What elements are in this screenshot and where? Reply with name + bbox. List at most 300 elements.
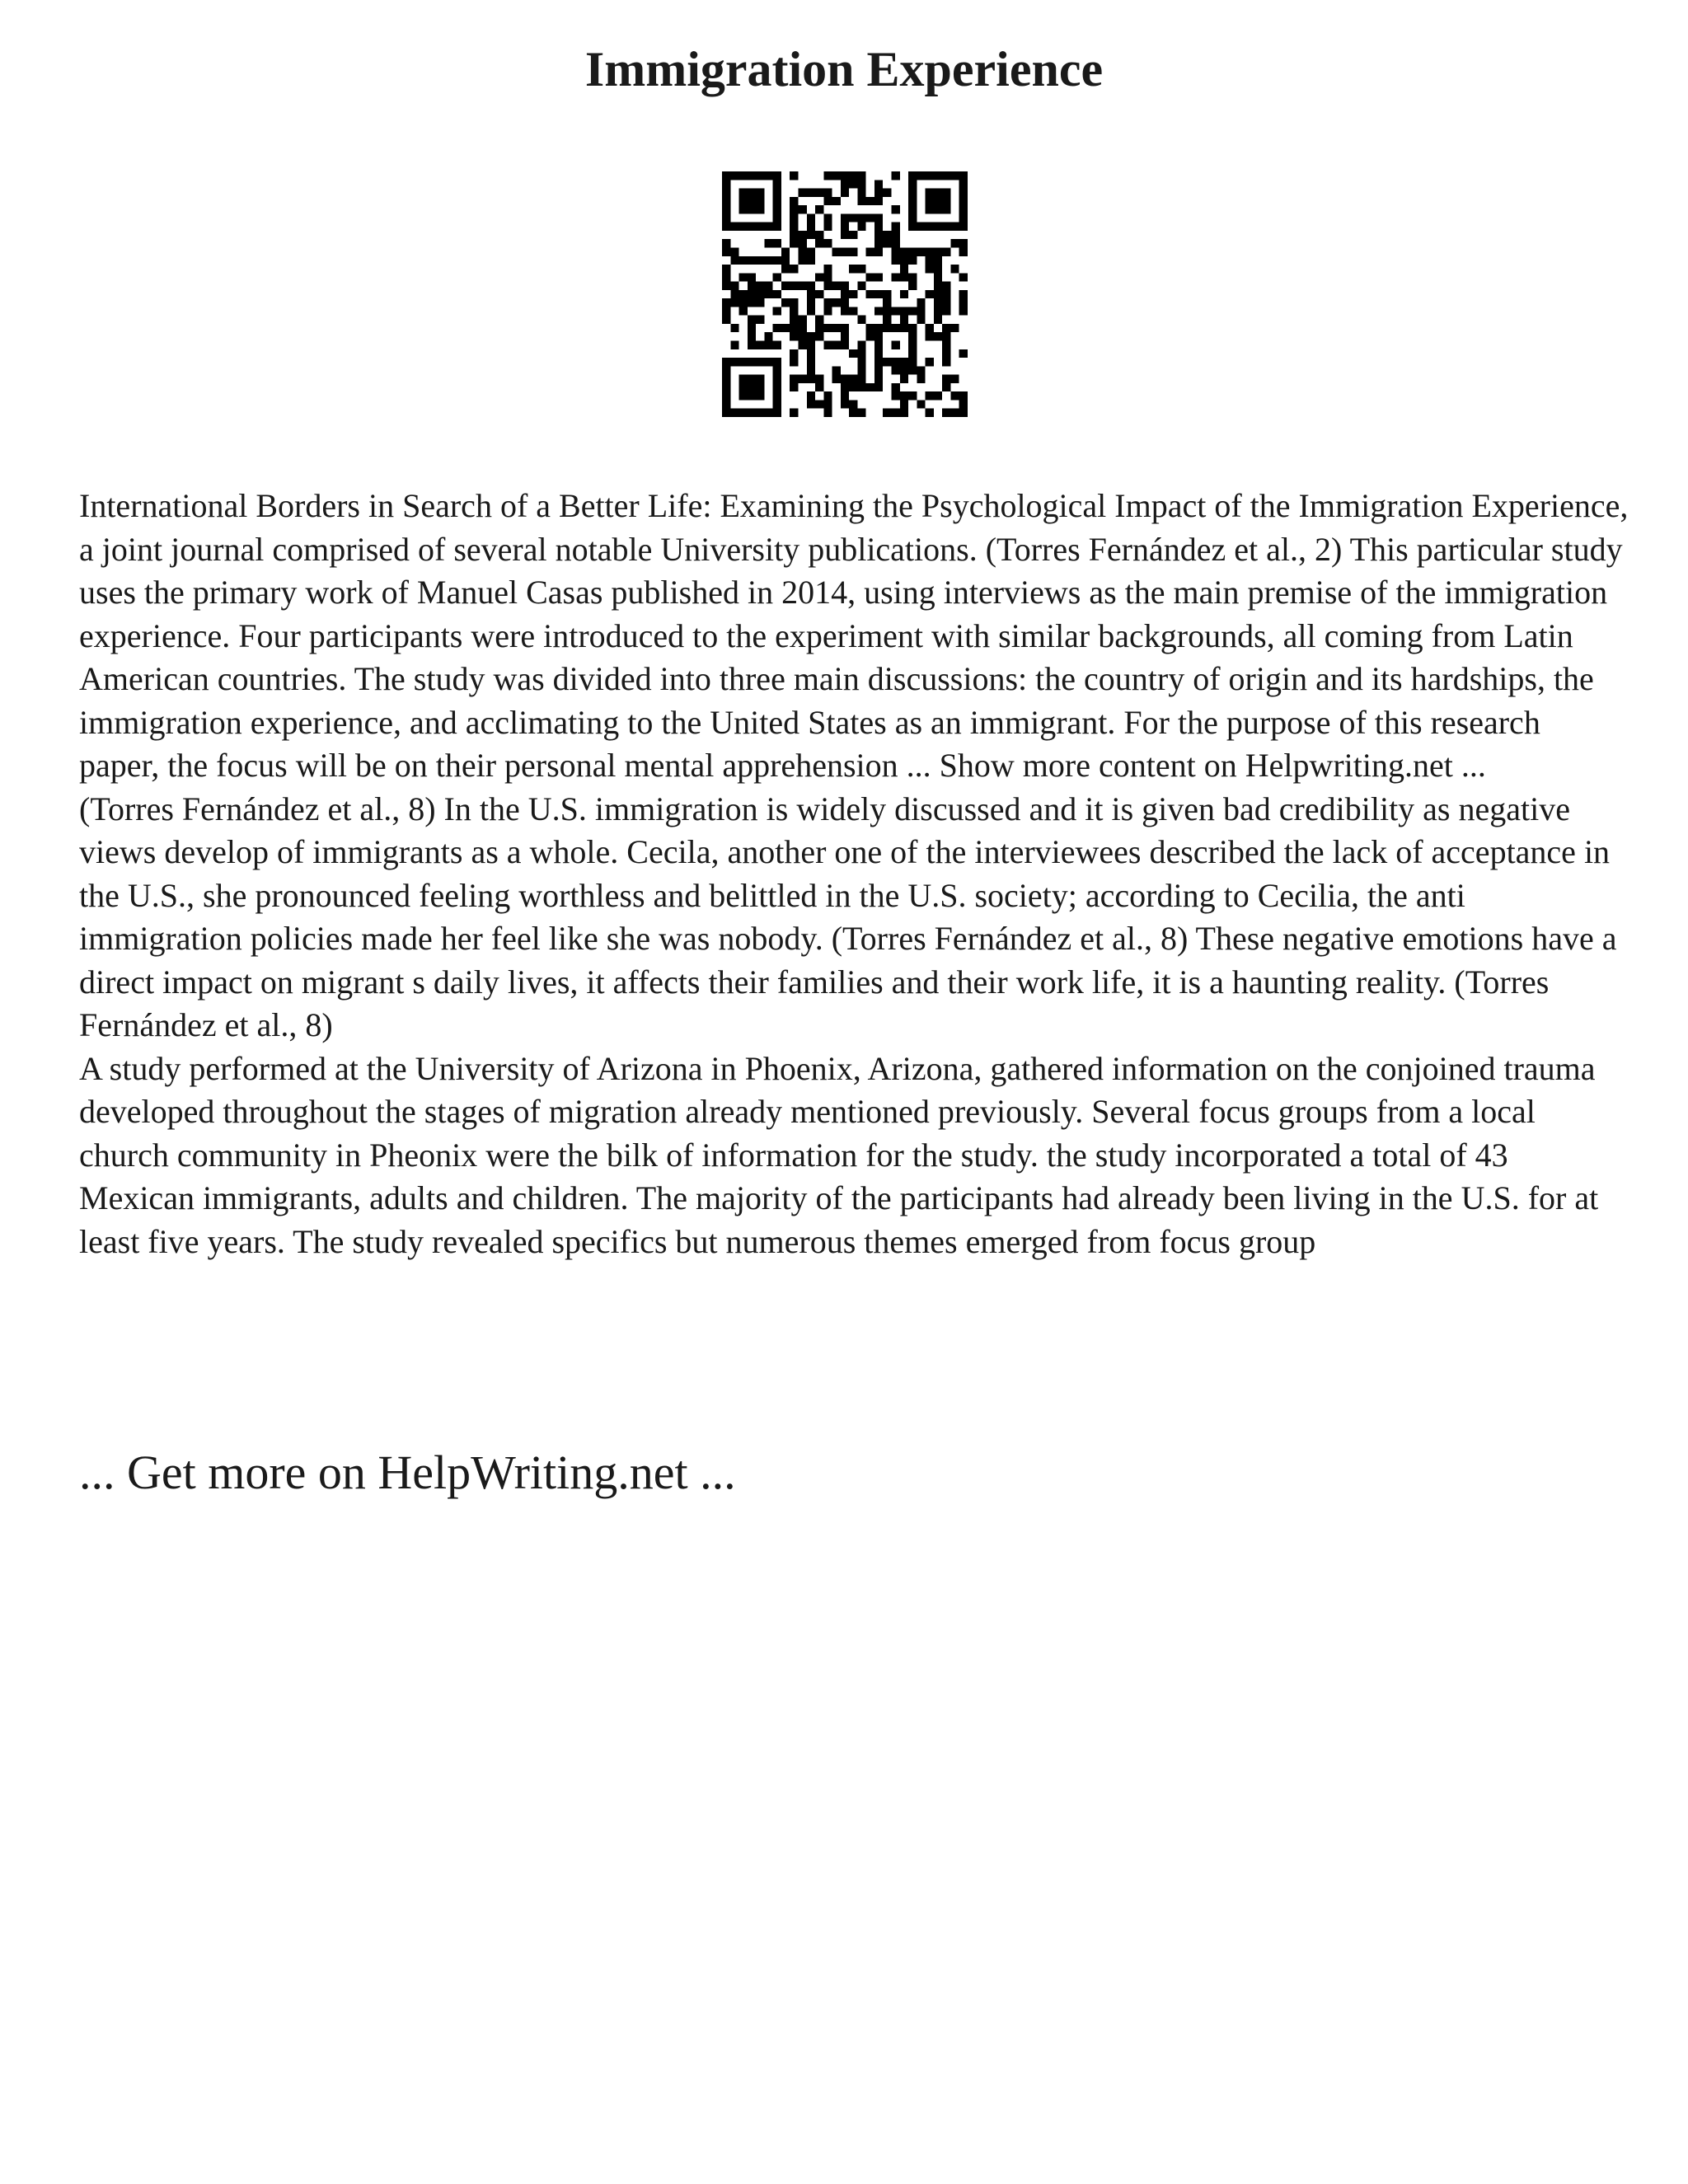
qr-module: [874, 180, 883, 188]
qr-module: [756, 358, 764, 366]
qr-module: [942, 324, 950, 332]
qr-module: [832, 171, 841, 180]
qr-module: [764, 223, 772, 231]
qr-module: [722, 366, 730, 374]
qr-module: [790, 265, 798, 273]
qr-module: [730, 290, 738, 298]
qr-module: [739, 256, 748, 265]
qr-module: [866, 247, 874, 255]
qr-module: [866, 324, 874, 332]
qr-module: [739, 223, 748, 231]
qr-module: [807, 231, 815, 239]
qr-module: [832, 197, 841, 205]
qr-module: [841, 213, 849, 222]
qr-module: [926, 205, 934, 213]
qr-module: [942, 409, 950, 417]
qr-module: [823, 341, 832, 349]
qr-module: [883, 239, 891, 247]
qr-module: [926, 247, 934, 255]
qr-module: [900, 265, 908, 273]
qr-module: [959, 213, 968, 222]
qr-module: [849, 265, 857, 273]
qr-module: [807, 282, 815, 290]
qr-module: [841, 307, 849, 315]
qr-module: [908, 205, 917, 213]
qr-module: [790, 282, 798, 290]
qr-module: [874, 231, 883, 239]
qr-module: [730, 247, 738, 255]
qr-module: [739, 358, 748, 366]
qr-module: [874, 375, 883, 383]
qr-module: [857, 409, 865, 417]
qr-module: [950, 239, 959, 247]
qr-module: [756, 256, 764, 265]
qr-module: [756, 171, 764, 180]
qr-module: [823, 197, 832, 205]
qr-module: [748, 205, 756, 213]
qr-module: [892, 273, 900, 281]
qr-module: [832, 324, 841, 332]
qr-module: [942, 171, 950, 180]
qr-module: [959, 189, 968, 197]
qr-module: [730, 298, 738, 307]
qr-module: [798, 332, 806, 340]
qr-module: [874, 324, 883, 332]
qr-module: [892, 231, 900, 239]
qr-module: [866, 213, 874, 222]
qr-module: [900, 391, 908, 400]
qr-module: [790, 316, 798, 324]
qr-module: [926, 171, 934, 180]
qr-module: [815, 332, 823, 340]
qr-module: [815, 324, 823, 332]
qr-module: [917, 298, 925, 307]
qr-module: [892, 307, 900, 315]
qr-module: [748, 273, 756, 281]
qr-module: [841, 298, 849, 307]
qr-module: [950, 223, 959, 231]
qr-module: [841, 383, 849, 391]
qr-module: [857, 189, 865, 197]
qr-module: [917, 223, 925, 231]
qr-module: [883, 358, 891, 366]
qr-module: [900, 307, 908, 315]
qr-module: [773, 205, 781, 213]
qr-module: [781, 282, 790, 290]
qr-module: [730, 324, 738, 332]
qr-module: [950, 324, 959, 332]
qr-module: [807, 298, 815, 307]
qr-module: [900, 256, 908, 265]
qr-module: [866, 383, 874, 391]
qr-module: [739, 409, 748, 417]
qr-module: [900, 273, 908, 281]
qr-module: [756, 316, 764, 324]
qr-module: [748, 298, 756, 307]
page-title: Immigration Experience: [584, 42, 1104, 96]
qr-module: [959, 391, 968, 400]
qr-module: [934, 298, 942, 307]
qr-module: [926, 332, 934, 340]
qr-module: [857, 223, 865, 231]
qr-module: [841, 231, 849, 239]
qr-module: [926, 265, 934, 273]
qr-module: [722, 375, 730, 383]
qr-module: [841, 189, 849, 197]
qr-module: [857, 358, 865, 366]
qr-module: [781, 256, 790, 265]
qr-module: [892, 341, 900, 349]
qr-module: [798, 239, 806, 247]
paragraph-2: (Torres Fernández et al., 8) In the U.S. immigration is widely discussed and it is given bad credibility as negative views develop of immigrants as a whole. Cecila, another one of the interviewees described the lack of acceptance in the U.S., she pronounced feeling worthless and belittled in the U.S. society; according to Cecilia, the anti immigration policies made her feel like she was nobody. (Torres Fernández et al., 8) These negative emotions have a direct impact on migrant s daily lives, it affects their families and their work life, it is a haunting reality. (Torres Fernández et al., 8): [79, 790, 1617, 1043]
qr-module: [748, 409, 756, 417]
qr-module: [815, 316, 823, 324]
qr-module: [748, 332, 756, 340]
qr-module: [764, 341, 772, 349]
qr-module: [823, 307, 832, 315]
qr-module: [942, 298, 950, 307]
qr-module: [857, 213, 865, 222]
qr-module: [730, 223, 738, 231]
qr-module: [883, 324, 891, 332]
qr-module: [874, 366, 883, 374]
qr-module: [942, 247, 950, 255]
qr-module: [900, 409, 908, 417]
qr-module: [722, 189, 730, 197]
qr-module: [841, 171, 849, 180]
qr-module: [857, 197, 865, 205]
qr-module: [942, 205, 950, 213]
qr-module: [942, 358, 950, 366]
qr-module: [959, 239, 968, 247]
qr-module: [722, 180, 730, 188]
qr-module: [807, 400, 815, 408]
qr-module: [849, 213, 857, 222]
qr-module: [756, 298, 764, 307]
qr-module: [849, 349, 857, 358]
qr-module: [908, 358, 917, 366]
qr-module: [798, 247, 806, 255]
qr-module: [781, 265, 790, 273]
qr-module: [841, 324, 849, 332]
qr-module: [934, 290, 942, 298]
qr-module: [722, 358, 730, 366]
qr-module: [722, 273, 730, 281]
qr-module: [908, 391, 917, 400]
qr-module: [722, 239, 730, 247]
qr-module: [900, 400, 908, 408]
qr-module: [739, 290, 748, 298]
qr-module: [892, 171, 900, 180]
qr-module: [823, 400, 832, 408]
qr-module: [841, 400, 849, 408]
qr-module: [874, 197, 883, 205]
qr-module: [900, 375, 908, 383]
paragraph-3: A study performed at the University of Arizona in Phoenix, Arizona, gathered information on the conjoined trauma developed throughout the stages of migration already mentioned previously. Several focus groups from a local church community in Pheonix were the bilk of information for the study. the study incorporated a total of 43 Mexican immigrants, adults and children. The majority of the participants had already been living in the U.S. for at least five years. The study revealed specifics but numerous themes emerged from focus group: [79, 1049, 1599, 1260]
qr-module: [857, 341, 865, 349]
qr-module: [756, 341, 764, 349]
qr-module: [908, 349, 917, 358]
qr-module: [857, 282, 865, 290]
qr-module: [773, 180, 781, 188]
qr-module: [934, 282, 942, 290]
qr-module: [823, 282, 832, 290]
qr-module: [730, 282, 738, 290]
qr-module: [815, 400, 823, 408]
qr-module: [849, 171, 857, 180]
qr-module: [857, 171, 865, 180]
qr-module: [790, 213, 798, 222]
qr-module: [773, 375, 781, 383]
qr-module: [722, 197, 730, 205]
qr-module: [934, 189, 942, 197]
qr-module: [874, 349, 883, 358]
qr-module: [730, 409, 738, 417]
qr-module: [849, 180, 857, 188]
qr-module: [773, 400, 781, 408]
qr-module: [815, 189, 823, 197]
qr-module: [883, 189, 891, 197]
qr-module: [781, 298, 790, 307]
qr-module: [807, 391, 815, 400]
qr-module: [934, 197, 942, 205]
qr-module: [883, 298, 891, 307]
qr-module: [917, 247, 925, 255]
qr-module: [874, 307, 883, 315]
qr-module: [874, 332, 883, 340]
qr-module: [739, 307, 748, 315]
qr-module: [807, 223, 815, 231]
qr-module: [722, 383, 730, 391]
qr-module: [883, 409, 891, 417]
qr-module: [934, 247, 942, 255]
qr-module: [857, 265, 865, 273]
qr-module: [807, 290, 815, 298]
qr-module: [942, 189, 950, 197]
qr-module: [823, 189, 832, 197]
paragraph-1: International Borders in Search of a Better Life: Examining the Psychological Impact of the Immigration Experience, a joint journal comprised of several notable University publications. (Torres Fernández et al., 2) This particular study uses the primary work of Manuel Casas published in 2014, using interviews as the main premise of the immigration experience. Four participants were introduced to the experiment with similar backgrounds, all coming from Latin American countries. The study was divided into three main discussions: the country of origin and its hardships, the immigration experience, and acclimating to the United States as an immigrant. For the purpose of this research paper, the focus will be on their personal mental apprehension ... Show more content on Helpwriting.net ...: [79, 487, 1629, 784]
qr-module: [798, 341, 806, 349]
qr-module: [722, 391, 730, 400]
qr-module: [790, 223, 798, 231]
qr-module: [790, 383, 798, 391]
qr-module: [866, 332, 874, 340]
qr-module: [798, 375, 806, 383]
qr-module: [892, 256, 900, 265]
qr-module: [857, 366, 865, 374]
qr-module: [764, 290, 772, 298]
qr-module: [857, 383, 865, 391]
qr-module: [722, 409, 730, 417]
qr-module: [950, 171, 959, 180]
qr-module: [892, 247, 900, 255]
qr-module: [722, 316, 730, 324]
qr-module: [908, 247, 917, 255]
qr-module: [892, 223, 900, 231]
qr-module: [874, 341, 883, 349]
qr-module: [748, 171, 756, 180]
qr-module: [832, 341, 841, 349]
qr-module: [900, 290, 908, 298]
qr-module: [764, 358, 772, 366]
qr-module: [790, 298, 798, 307]
qr-module: [866, 197, 874, 205]
qr-module: [764, 409, 772, 417]
qr-module: [917, 171, 925, 180]
qr-module: [874, 273, 883, 281]
qr-module: [900, 358, 908, 366]
qr-module: [841, 282, 849, 290]
qr-module: [926, 358, 934, 366]
qr-module: [908, 213, 917, 222]
qr-module: [874, 383, 883, 391]
qr-module: [722, 307, 730, 315]
qr-module: [748, 189, 756, 197]
qr-module: [807, 366, 815, 374]
qr-module: [942, 282, 950, 290]
qr-module: [908, 273, 917, 281]
qr-module: [790, 171, 798, 180]
qr-module: [841, 223, 849, 231]
qr-module: [908, 180, 917, 188]
qr-module: [722, 223, 730, 231]
qr-module: [823, 213, 832, 222]
qr-module: [764, 282, 772, 290]
qr-code-icon[interactable]: [722, 171, 968, 417]
qr-module: [832, 366, 841, 374]
qr-module: [832, 375, 841, 383]
qr-module: [790, 307, 798, 315]
qr-module: [926, 256, 934, 265]
qr-module: [874, 358, 883, 366]
qr-module: [942, 307, 950, 315]
qr-module: [900, 247, 908, 255]
qr-module: [892, 391, 900, 400]
qr-module: [773, 341, 781, 349]
qr-module: [739, 197, 748, 205]
qr-module: [730, 358, 738, 366]
qr-module: [917, 307, 925, 315]
qr-module: [841, 180, 849, 188]
qr-module: [739, 391, 748, 400]
qr-module: [892, 358, 900, 366]
qr-module: [892, 324, 900, 332]
qr-module: [866, 273, 874, 281]
qr-module: [874, 239, 883, 247]
qr-module: [832, 282, 841, 290]
qr-module: [934, 205, 942, 213]
qr-module: [908, 282, 917, 290]
qr-module: [798, 205, 806, 213]
qr-module: [942, 383, 950, 391]
qr-module: [934, 171, 942, 180]
qr-module: [764, 171, 772, 180]
qr-module: [730, 256, 738, 265]
qr-module: [739, 205, 748, 213]
qr-module: [748, 391, 756, 400]
qr-module: [798, 316, 806, 324]
qr-module: [773, 366, 781, 374]
qr-module: [908, 341, 917, 349]
qr-module: [773, 197, 781, 205]
qr-module: [722, 282, 730, 290]
qr-module: [748, 316, 756, 324]
qr-module: [934, 265, 942, 273]
qr-module: [934, 316, 942, 324]
qr-module: [900, 366, 908, 374]
qr-module: [722, 247, 730, 255]
qr-module: [959, 400, 968, 408]
qr-module: [959, 205, 968, 213]
qr-module: [773, 256, 781, 265]
qr-module: [926, 324, 934, 332]
qr-module: [857, 375, 865, 383]
qr-module: [823, 171, 832, 180]
qr-module: [892, 409, 900, 417]
qr-module: [926, 409, 934, 417]
qr-module: [748, 290, 756, 298]
qr-module: [959, 349, 968, 358]
qr-module: [900, 324, 908, 332]
qr-module: [942, 332, 950, 340]
qr-module: [798, 282, 806, 290]
qr-module: [959, 273, 968, 281]
qr-module: [883, 231, 891, 239]
qr-module: [874, 247, 883, 255]
qr-module: [908, 307, 917, 315]
qr-module: [849, 375, 857, 383]
qr-module: [756, 205, 764, 213]
qr-module: [823, 273, 832, 281]
qr-module: [739, 383, 748, 391]
qr-module: [908, 171, 917, 180]
qr-module: [790, 332, 798, 340]
qr-module: [908, 189, 917, 197]
qr-module: [739, 298, 748, 307]
qr-module: [942, 223, 950, 231]
qr-module: [722, 400, 730, 408]
qr-module: [934, 256, 942, 265]
qr-module: [841, 247, 849, 255]
qr-module: [807, 349, 815, 358]
qr-module: [722, 213, 730, 222]
qr-module: [926, 223, 934, 231]
qr-module: [874, 290, 883, 298]
qr-module: [823, 298, 832, 307]
qr-module: [773, 239, 781, 247]
qr-module: [748, 282, 756, 290]
get-more-link[interactable]: ... Get more on HelpWriting.net ...: [79, 1446, 736, 1499]
qr-module: [934, 307, 942, 315]
qr-module: [748, 383, 756, 391]
qr-module: [722, 171, 730, 180]
qr-module: [874, 213, 883, 222]
qr-module: [748, 223, 756, 231]
qr-module: [823, 265, 832, 273]
qr-module: [959, 171, 968, 180]
qr-module: [748, 256, 756, 265]
qr-module: [807, 256, 815, 265]
qr-module: [908, 366, 917, 374]
qr-module: [773, 213, 781, 222]
qr-module: [748, 324, 756, 332]
qr-module: [942, 341, 950, 349]
qr-module: [934, 332, 942, 340]
qr-module: [849, 247, 857, 255]
qr-module: [756, 223, 764, 231]
qr-module: [934, 223, 942, 231]
qr-module: [756, 197, 764, 205]
